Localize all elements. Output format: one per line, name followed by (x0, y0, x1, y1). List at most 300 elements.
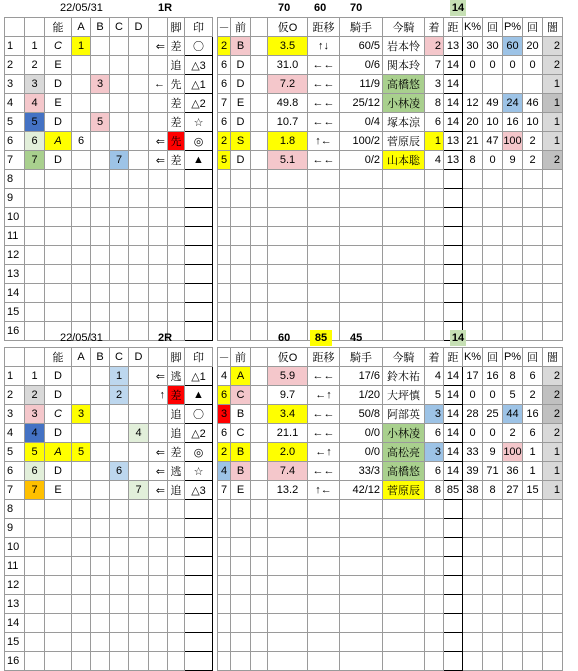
cell-dash: 4 (218, 367, 231, 386)
cell-kp: 17 (463, 367, 483, 386)
cell-yami: 1 (543, 132, 563, 151)
cell-pp (503, 284, 523, 303)
cell-mae (231, 557, 251, 576)
cell-no: 3 (5, 405, 25, 424)
cell-dash: 4 (218, 462, 231, 481)
cell-chaku: 4 (425, 151, 444, 170)
col-no (5, 348, 25, 367)
cell-chaku: 2 (425, 37, 444, 56)
cell-nou: D (45, 386, 72, 405)
empty-row (5, 576, 563, 595)
empty-row (5, 538, 563, 557)
cell-nou: A (45, 132, 72, 151)
cell-kp: 12 (463, 94, 483, 113)
cell-a (72, 386, 91, 405)
cell-arrow (149, 405, 168, 424)
race-1-table (4, 17, 563, 341)
cell-chaku (425, 557, 444, 576)
cell-yami: 2 (543, 56, 563, 75)
col-kai1: 回 (483, 348, 503, 367)
cell-c (110, 132, 129, 151)
cell-waku (25, 303, 45, 322)
cell-kyori (444, 208, 463, 227)
cell-sp (251, 614, 268, 633)
cell-chaku: 1 (425, 132, 444, 151)
cell-sp (251, 576, 268, 595)
cell-kp: 0 (463, 424, 483, 443)
cell-yami (543, 303, 563, 322)
cell-kari: 2.0 (268, 443, 308, 462)
cell-arrow: ⇐ (149, 151, 168, 170)
cell-waku: 5 (25, 113, 45, 132)
col-d: D (129, 18, 149, 37)
cell-waku (25, 595, 45, 614)
cell-kishu (340, 265, 383, 284)
cell-dash: 5 (218, 151, 231, 170)
cell-mae: E (231, 94, 251, 113)
cell-mark (185, 227, 213, 246)
cell-kai2 (523, 246, 543, 265)
cell-sp (251, 652, 268, 671)
cell-pp (503, 227, 523, 246)
cell-mark (185, 246, 213, 265)
cell-ido (308, 189, 340, 208)
cell-chaku: 3 (425, 443, 444, 462)
cell-mark: △1 (185, 367, 213, 386)
cell-kari: 7.2 (268, 75, 308, 94)
horse-row (5, 443, 563, 462)
cell-kp: 20 (463, 113, 483, 132)
cell-ido: ←← (308, 424, 340, 443)
cell-b (91, 132, 110, 151)
cell-a: 6 (72, 132, 91, 151)
cell-waku: 2 (25, 386, 45, 405)
cell-chaku: 8 (425, 481, 444, 500)
cell-d (129, 519, 149, 538)
cell-ima: 岩本怜 (383, 37, 425, 56)
cell-a (72, 538, 91, 557)
cell-no: 7 (5, 481, 25, 500)
cell-kai1 (483, 557, 503, 576)
cell-c (110, 595, 129, 614)
spacer-cell (251, 94, 268, 113)
cell-b (91, 367, 110, 386)
cell-dash: 2 (218, 443, 231, 462)
cell-a (72, 75, 91, 94)
cell-kyaku: 追 (168, 405, 185, 424)
col-pp: P% (503, 348, 523, 367)
cell-kai1: 49 (483, 94, 503, 113)
cell-kyori: 14 (444, 56, 463, 75)
cell-dash (218, 227, 231, 246)
cell-kari (268, 265, 308, 284)
cell-a (72, 56, 91, 75)
cell-ima: 山本聡 (383, 151, 425, 170)
cell-waku: 6 (25, 462, 45, 481)
cell-kp (463, 633, 483, 652)
cell-yami (543, 633, 563, 652)
cell-a (72, 208, 91, 227)
cell-waku: 5 (25, 443, 45, 462)
cell-ima: 大坪慎 (383, 386, 425, 405)
col-kp: K% (463, 348, 483, 367)
col-yami: 闇 (543, 18, 563, 37)
cell-kai1 (483, 519, 503, 538)
cell-no: 15 (5, 303, 25, 322)
cell-ima (383, 284, 425, 303)
cell-kishu: 1/20 (340, 386, 383, 405)
cell-mae (231, 303, 251, 322)
cell-yami (543, 265, 563, 284)
cell-kai1 (483, 633, 503, 652)
cell-nou: E (45, 94, 72, 113)
cell-b (91, 227, 110, 246)
cell-kp: 0 (463, 386, 483, 405)
cell-b (91, 652, 110, 671)
col-mark: 印 (185, 18, 213, 37)
cell-kyori: 14 (444, 405, 463, 424)
cell-d (129, 246, 149, 265)
cell-kyaku: 追 (168, 424, 185, 443)
spacer-cell (251, 75, 268, 94)
cell-arrow (149, 614, 168, 633)
cell-chaku: 7 (425, 56, 444, 75)
spacer-cell (251, 56, 268, 75)
cell-arrow: ← (149, 75, 168, 94)
cell-c (110, 614, 129, 633)
cell-kyori (444, 519, 463, 538)
empty-row (5, 614, 563, 633)
cell-no: 16 (5, 322, 25, 341)
cell-yami: 1 (543, 481, 563, 500)
cell-kai2: 6 (523, 367, 543, 386)
cell-dash (218, 303, 231, 322)
cell-no: 11 (5, 557, 25, 576)
cell-ido (308, 557, 340, 576)
cell-dash: 3 (218, 405, 231, 424)
cell-ima (383, 557, 425, 576)
cell-mae (231, 633, 251, 652)
cell-mark: ◎ (185, 443, 213, 462)
cell-pp: 5 (503, 386, 523, 405)
cell-pp: 44 (503, 405, 523, 424)
cell-kari: 3.4 (268, 405, 308, 424)
cell-kai1: 0 (483, 386, 503, 405)
col-kari: 仮O (268, 18, 308, 37)
cell-kai2: 16 (523, 405, 543, 424)
cell-kyaku (168, 614, 185, 633)
cell-kari (268, 284, 308, 303)
cell-nou: C (45, 405, 72, 424)
spacer-cell (251, 462, 268, 481)
cell-kai1: 10 (483, 113, 503, 132)
cell-nou (45, 246, 72, 265)
cell-c (110, 557, 129, 576)
cell-nou: D (45, 151, 72, 170)
cell-kyaku: 先 (168, 75, 185, 94)
cell-ima: 塚本涼 (383, 113, 425, 132)
cell-arrow (149, 500, 168, 519)
cell-a (72, 303, 91, 322)
cell-b (91, 595, 110, 614)
cell-kari (268, 208, 308, 227)
cell-kari (268, 576, 308, 595)
cell-mark (185, 557, 213, 576)
cell-a: 3 (72, 405, 91, 424)
cell-kp (463, 246, 483, 265)
cell-dash (218, 557, 231, 576)
cell-nou (45, 303, 72, 322)
cell-kp: 33 (463, 443, 483, 462)
col-chaku: 着 (425, 348, 444, 367)
cell-arrow (149, 652, 168, 671)
cell-waku (25, 500, 45, 519)
cell-ima: 小林凌 (383, 424, 425, 443)
cell-sp (251, 265, 268, 284)
cell-ima (383, 303, 425, 322)
cell-kai1 (483, 227, 503, 246)
cell-d (129, 75, 149, 94)
cell-kari (268, 246, 308, 265)
cell-kyaku: 逃 (168, 462, 185, 481)
col-c: C (110, 348, 129, 367)
cell-pp (503, 500, 523, 519)
cell-kyaku (168, 208, 185, 227)
cell-kp (463, 538, 483, 557)
cell-kai2 (523, 576, 543, 595)
cell-yami (543, 538, 563, 557)
cell-kai2: 1 (523, 462, 543, 481)
cell-mae (231, 652, 251, 671)
cell-sp (251, 500, 268, 519)
cell-kyori: 14 (444, 367, 463, 386)
cell-sp (251, 208, 268, 227)
cell-waku: 4 (25, 424, 45, 443)
cell-a (72, 284, 91, 303)
empty-row (5, 265, 563, 284)
cell-kai2 (523, 284, 543, 303)
cell-kyaku: 先 (168, 132, 185, 151)
cell-kai2 (523, 557, 543, 576)
cell-mark: ◎ (185, 132, 213, 151)
cell-pp: 60 (503, 37, 523, 56)
cell-ima (383, 189, 425, 208)
cell-no: 13 (5, 265, 25, 284)
cell-kishu: 0/0 (340, 443, 383, 462)
cell-ido: ←↑ (308, 443, 340, 462)
cell-ido (308, 652, 340, 671)
cell-kishu (340, 500, 383, 519)
cell-chaku (425, 208, 444, 227)
cell-a (72, 246, 91, 265)
cell-sp (251, 633, 268, 652)
cell-chaku: 3 (425, 75, 444, 94)
cell-sp (251, 519, 268, 538)
cell-chaku (425, 614, 444, 633)
cell-d (129, 170, 149, 189)
cell-d (129, 208, 149, 227)
cell-dash: 6 (218, 56, 231, 75)
cell-c (110, 113, 129, 132)
cell-yami (543, 614, 563, 633)
cell-kyori (444, 265, 463, 284)
cell-kai1 (483, 208, 503, 227)
cell-no: 12 (5, 576, 25, 595)
cell-yami: 1 (543, 113, 563, 132)
cell-d (129, 265, 149, 284)
cell-ima (383, 170, 425, 189)
cell-a (72, 576, 91, 595)
col-yami: 闇 (543, 348, 563, 367)
col-pp: P% (503, 18, 523, 37)
cell-c (110, 37, 129, 56)
cell-yami (543, 519, 563, 538)
cell-d (129, 386, 149, 405)
cell-mae: B (231, 37, 251, 56)
cell-pp (503, 652, 523, 671)
cell-b (91, 151, 110, 170)
cell-arrow: ⇐ (149, 132, 168, 151)
cell-d (129, 284, 149, 303)
cell-pp (503, 246, 523, 265)
cell-ido: ←← (308, 367, 340, 386)
cell-b (91, 519, 110, 538)
cell-kari (268, 227, 308, 246)
col-mae: 前 (231, 348, 251, 367)
cell-c (110, 538, 129, 557)
cell-mark: △3 (185, 481, 213, 500)
cell-ido (308, 595, 340, 614)
cell-waku (25, 633, 45, 652)
cell-yami (543, 170, 563, 189)
cell-a (72, 170, 91, 189)
cell-sp (251, 189, 268, 208)
cell-kai1: 0 (483, 56, 503, 75)
cell-kari: 7.4 (268, 462, 308, 481)
cell-a (72, 614, 91, 633)
spacer-cell (251, 443, 268, 462)
cell-yami: 2 (543, 37, 563, 56)
cell-nou (45, 170, 72, 189)
cell-kp (463, 75, 483, 94)
cell-mark: △2 (185, 94, 213, 113)
cell-kp (463, 303, 483, 322)
cell-chaku (425, 595, 444, 614)
cell-kp (463, 265, 483, 284)
cell-b (91, 405, 110, 424)
cell-kyori (444, 614, 463, 633)
cell-b (91, 538, 110, 557)
cell-dash (218, 595, 231, 614)
race-1-hdr-num1: 70 (278, 2, 291, 14)
cell-no: 7 (5, 151, 25, 170)
cell-mae (231, 538, 251, 557)
cell-no: 11 (5, 227, 25, 246)
cell-ima (383, 519, 425, 538)
col-kp: K% (463, 18, 483, 37)
horse-row (5, 424, 563, 443)
empty-row (5, 519, 563, 538)
cell-pp (503, 519, 523, 538)
cell-nou: D (45, 75, 72, 94)
cell-chaku (425, 265, 444, 284)
cell-kp (463, 652, 483, 671)
cell-chaku (425, 189, 444, 208)
cell-kishu (340, 614, 383, 633)
cell-kishu: 0/2 (340, 151, 383, 170)
cell-kishu (340, 519, 383, 538)
cell-a (72, 519, 91, 538)
cell-ido: ↑↓ (308, 37, 340, 56)
race-2-date: 22/05/31 (60, 332, 103, 344)
horse-row (5, 37, 563, 56)
spacer-cell (251, 386, 268, 405)
cell-c (110, 576, 129, 595)
cell-nou (45, 208, 72, 227)
cell-mark (185, 208, 213, 227)
cell-chaku (425, 633, 444, 652)
cell-chaku (425, 500, 444, 519)
cell-pp (503, 633, 523, 652)
cell-kari (268, 652, 308, 671)
cell-kyaku: 差 (168, 443, 185, 462)
col-ido: 距移 (308, 348, 340, 367)
empty-row (5, 557, 563, 576)
cell-dash (218, 265, 231, 284)
cell-arrow (149, 208, 168, 227)
cell-no: 9 (5, 189, 25, 208)
cell-kp (463, 519, 483, 538)
cell-kp (463, 208, 483, 227)
col-nou: 能 (45, 18, 72, 37)
cell-mae: B (231, 443, 251, 462)
col-chaku: 着 (425, 18, 444, 37)
col-no (5, 18, 25, 37)
cell-mae: B (231, 405, 251, 424)
cell-dash (218, 633, 231, 652)
race-2-dist-badge: 14 (451, 332, 465, 344)
cell-ido: ←↑ (308, 386, 340, 405)
cell-kishu (340, 170, 383, 189)
cell-ido (308, 170, 340, 189)
cell-d: 7 (129, 481, 149, 500)
cell-arrow (149, 303, 168, 322)
cell-dash (218, 538, 231, 557)
cell-mae (231, 500, 251, 519)
cell-mark: ▲ (185, 386, 213, 405)
cell-kari (268, 538, 308, 557)
cell-kari: 49.8 (268, 94, 308, 113)
cell-kp: 8 (463, 151, 483, 170)
cell-kishu: 100/2 (340, 132, 383, 151)
cell-yami: 2 (543, 151, 563, 170)
cell-kai1: 30 (483, 37, 503, 56)
col-ima: 今騎 (383, 18, 425, 37)
cell-b (91, 208, 110, 227)
cell-c (110, 94, 129, 113)
cell-kyori: 14 (444, 462, 463, 481)
cell-no: 4 (5, 94, 25, 113)
col-d: D (129, 348, 149, 367)
col-mark: 印 (185, 348, 213, 367)
cell-pp (503, 538, 523, 557)
cell-kishu: 50/8 (340, 405, 383, 424)
cell-nou: D (45, 113, 72, 132)
cell-b (91, 633, 110, 652)
cell-nou (45, 189, 72, 208)
cell-kai2 (523, 595, 543, 614)
empty-row (5, 246, 563, 265)
